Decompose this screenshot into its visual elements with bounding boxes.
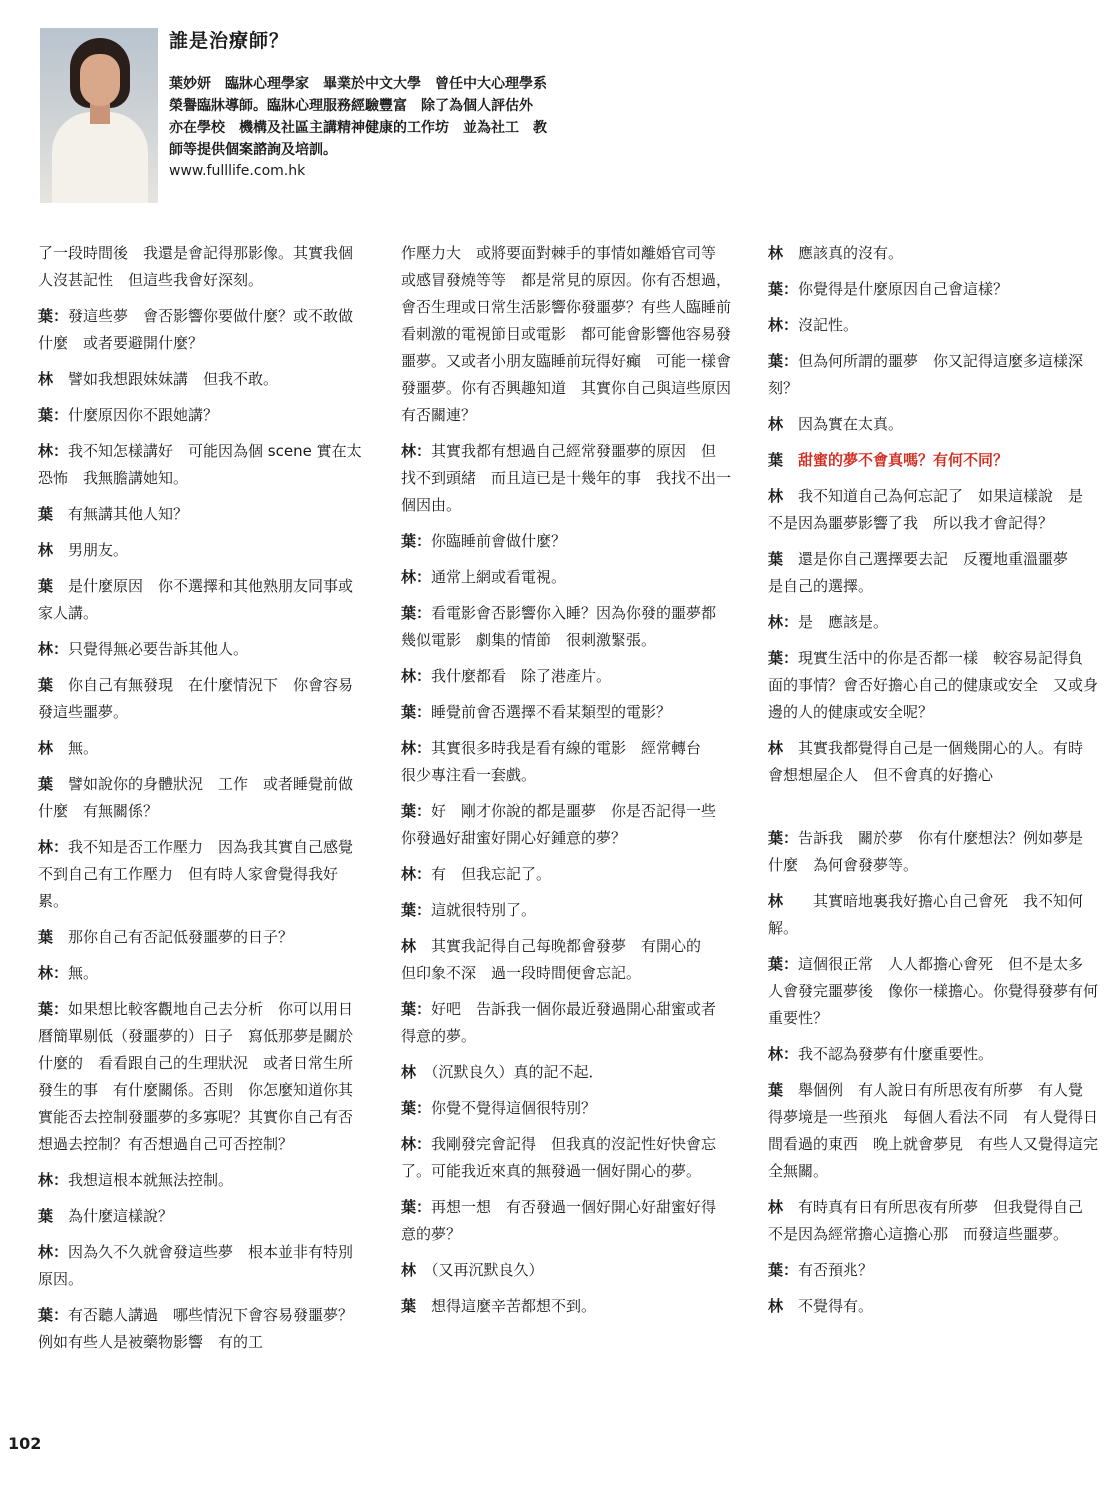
speaker-label: 葉 bbox=[768, 550, 784, 568]
dialogue-text: 你臨睡前會做什麼？ bbox=[431, 532, 567, 550]
dialogue-text: 你自己有無發現 在什麼情況下 你會容易發這些噩夢。 bbox=[38, 676, 354, 721]
dialogue-line bbox=[38, 1239, 364, 1293]
speaker-label: 葉 bbox=[38, 775, 54, 793]
dialogue-text: 我想這根本就無法控制。 bbox=[68, 1171, 234, 1189]
dialogue-line bbox=[401, 564, 731, 591]
speaker-label: 林： bbox=[38, 442, 69, 460]
dialogue-line bbox=[768, 483, 1098, 537]
speaker-label: 葉： bbox=[768, 352, 799, 370]
dialogue-line bbox=[38, 672, 364, 726]
speaker-label: 林： bbox=[38, 1243, 69, 1261]
text-column-3 bbox=[768, 240, 1098, 1329]
speaker-label: 葉： bbox=[401, 802, 432, 820]
speaker-label: 林 bbox=[768, 1198, 784, 1216]
speaker-label: 林 bbox=[768, 415, 784, 433]
therapist-photo bbox=[40, 28, 158, 203]
dialogue-line bbox=[768, 546, 1098, 600]
speaker-label: 葉： bbox=[768, 829, 799, 847]
dialogue-line bbox=[401, 798, 731, 852]
speaker-label: 葉： bbox=[401, 1000, 432, 1018]
dialogue-text: 我不知道自己為何忘記了 如果這樣說 是不是因為噩夢影響了我 所以我才會記得？ bbox=[768, 487, 1084, 532]
speaker-label: 葉： bbox=[401, 1099, 432, 1117]
dialogue-line bbox=[401, 699, 731, 726]
speaker-label: 葉： bbox=[401, 532, 432, 550]
dialogue-text: 其實暗地裏我好擔心自己會死 我不知何解。 bbox=[768, 892, 1084, 937]
dialogue-text: 我不認為發夢有什麼重要性。 bbox=[798, 1045, 994, 1063]
dialogue-text: 是 應該是。 bbox=[798, 613, 889, 631]
speaker-label: 葉： bbox=[38, 307, 69, 325]
dialogue-line bbox=[38, 1302, 364, 1356]
text-column-2 bbox=[401, 240, 731, 1329]
speaker-label: 葉： bbox=[768, 280, 799, 298]
speaker-label: 林 bbox=[768, 487, 784, 505]
dialogue-text: 其實我記得自己每晚都會發夢 有開心的 但印象不深 過一段時間便會忘記。 bbox=[401, 937, 717, 982]
speaker-label: 葉： bbox=[768, 649, 799, 667]
therapist-header bbox=[40, 26, 560, 206]
dialogue-line bbox=[768, 951, 1098, 1032]
website-link[interactable]: www.fulllife.com.hk bbox=[169, 163, 306, 179]
dialogue-line bbox=[38, 366, 364, 393]
speaker-label: 林： bbox=[38, 1171, 69, 1189]
dialogue-text: 是什麼原因 你不選擇和其他熟朋友同事或家人講。 bbox=[38, 577, 354, 622]
dialogue-text: 因為久不久就會發這些夢 根本並非有特別原因。 bbox=[38, 1243, 354, 1288]
dialogue-line bbox=[401, 663, 731, 690]
dialogue-text: 其實很多時我是看有線的電影 經常轉台 很少專注看一套戲。 bbox=[401, 739, 717, 784]
dialogue-text: 看電影會否影響你入睡？因為你發的噩夢都幾似電影 劇集的情節 很刺激緊張。 bbox=[401, 604, 717, 649]
dialogue-line bbox=[38, 240, 364, 294]
speaker-label: 葉： bbox=[38, 406, 69, 424]
dialogue-line bbox=[768, 1194, 1098, 1248]
dialogue-line bbox=[401, 933, 731, 987]
dialogue-text: 男朋友。 bbox=[53, 541, 129, 559]
speaker-label: 葉 bbox=[38, 676, 54, 694]
dialogue-text: 我不知是否工作壓力 因為我其實自己感覺不到自己有工作壓力 但有時人家會覺得我好累。 bbox=[38, 838, 354, 910]
dialogue-line bbox=[38, 537, 364, 564]
dialogue-line bbox=[38, 924, 364, 951]
dialogue-line bbox=[401, 600, 731, 654]
dialogue-text: 其實我都覺得自己是一個幾開心的人。有時會想想屋企人 但不會真的好擔心 bbox=[768, 739, 1084, 784]
dialogue-text: 這就很特別了。 bbox=[431, 901, 537, 919]
speaker-label: 林： bbox=[401, 568, 432, 586]
speaker-label: 葉： bbox=[401, 901, 432, 919]
speaker-label: 葉： bbox=[768, 955, 799, 973]
speaker-label: 林： bbox=[401, 442, 432, 460]
dialogue-text: 但為何所謂的噩夢 你又記得這麼多這樣深刻？ bbox=[768, 352, 1084, 397]
dialogue-line bbox=[38, 501, 364, 528]
speaker-label: 葉： bbox=[768, 1261, 799, 1279]
dialogue-line bbox=[401, 528, 731, 555]
speaker-label: 葉： bbox=[401, 1198, 432, 1216]
dialogue-text: 無。 bbox=[68, 964, 99, 982]
dialogue-line bbox=[768, 1293, 1098, 1320]
dialogue-line bbox=[38, 834, 364, 915]
dialogue-text: 其實我都有想過自己經常發噩夢的原因 但找不到頭緒 而且這已是十幾年的事 我找不出一個因由。 bbox=[401, 442, 732, 514]
speaker-label: 林 bbox=[38, 370, 54, 388]
dialogue-line bbox=[768, 1257, 1098, 1284]
speaker-label: 林： bbox=[401, 739, 432, 757]
dialogue-line bbox=[768, 348, 1098, 402]
dialogue-text: 睡覺前會否選擇不看某類型的電影？ bbox=[431, 703, 672, 721]
speaker-label: 葉 bbox=[38, 928, 54, 946]
dialogue-line bbox=[38, 996, 364, 1158]
speaker-label: 葉： bbox=[38, 1306, 69, 1324]
dialogue-text: 你覺不覺得這個很特別？ bbox=[431, 1099, 597, 1117]
speaker-label: 葉： bbox=[38, 1000, 69, 1018]
dialogue-text: 有時真有日有所思夜有所夢 但我覺得自己不是因為經常擔心這擔心那 而發這些噩夢。 bbox=[768, 1198, 1084, 1243]
dialogue-text: 那你自己有否記低發噩夢的日子？ bbox=[53, 928, 294, 946]
dialogue-line bbox=[401, 1257, 731, 1284]
dialogue-line bbox=[38, 1203, 364, 1230]
dialogue-text: 好 剛才你說的都是噩夢 你是否記得一些你發過好甜蜜好開心好鍾意的夢？ bbox=[401, 802, 717, 847]
speaker-label: 林： bbox=[38, 640, 69, 658]
speaker-label: 林 bbox=[768, 1297, 784, 1315]
dialogue-line bbox=[768, 825, 1098, 879]
speaker-label: 林 bbox=[38, 541, 54, 559]
dialogue-line bbox=[38, 303, 364, 357]
dialogue-text: 你覺得是什麼原因自己會這樣？ bbox=[798, 280, 1009, 298]
speaker-label: 葉 bbox=[38, 577, 54, 595]
speaker-label: 林 bbox=[401, 937, 417, 955]
dialogue-line bbox=[401, 897, 731, 924]
dialogue-line bbox=[768, 645, 1098, 726]
dialogue-line bbox=[768, 735, 1098, 789]
speaker-label: 林： bbox=[38, 838, 69, 856]
speaker-label: 林： bbox=[768, 316, 799, 334]
speaker-label: 林 bbox=[38, 739, 54, 757]
dialogue-line bbox=[38, 636, 364, 663]
dialogue-line bbox=[768, 888, 1098, 942]
dialogue-text: 了一段時間後 我還是會記得那影像。其實我個人沒甚記性 但這些我會好深刻。 bbox=[38, 244, 354, 289]
dialogue-text: 無。 bbox=[53, 739, 99, 757]
dialogue-line bbox=[401, 1095, 731, 1122]
dialogue-text: 想得這麼辛苦都想不到。 bbox=[416, 1297, 597, 1315]
speaker-label: 林： bbox=[768, 1045, 799, 1063]
dialogue-text: 為什麼這樣說？ bbox=[53, 1207, 174, 1225]
dialogue-text: 有否聽人講過 哪些情況下會容易發噩夢？例如有些人是被藥物影響 有的工 bbox=[38, 1306, 354, 1351]
speaker-label: 林： bbox=[401, 865, 432, 883]
dialogue-text: 發這些夢 會否影響你要做什麼？或不敢做什麼 或者要避開什麼？ bbox=[38, 307, 354, 352]
speaker-label: 葉： bbox=[401, 604, 432, 622]
dialogue-line bbox=[401, 996, 731, 1050]
speaker-label: 葉： bbox=[401, 703, 432, 721]
dialogue-text: 還是你自己選擇要去記 反覆地重溫噩夢 是自己的選擇。 bbox=[768, 550, 1084, 595]
speaker-label: 林： bbox=[401, 1135, 432, 1153]
dialogue-text: 譬如我想跟妹妹講 但我不敢。 bbox=[53, 370, 279, 388]
dialogue-text: 告訴我 關於夢 你有什麼想法？例如夢是什麼 為何會發夢等。 bbox=[768, 829, 1084, 874]
dialogue-text: 通常上網或看電視。 bbox=[431, 568, 567, 586]
speaker-label: 林 bbox=[768, 739, 784, 757]
speaker-label: 林： bbox=[768, 613, 799, 631]
dialogue-line bbox=[38, 573, 364, 627]
dialogue-text: 我什麼都看 除了港產片。 bbox=[431, 667, 612, 685]
dialogue-line bbox=[768, 312, 1098, 339]
dialogue-line bbox=[401, 1194, 731, 1248]
dialogue-text: 沒記性。 bbox=[798, 316, 859, 334]
dialogue-text: 譬如說你的身體狀況 工作 或者睡覺前做什麼 有無關係？ bbox=[38, 775, 354, 820]
dialogue-text: 如果想比較客觀地自己去分析 你可以用日曆簡單剔低（發噩夢的）日子 寫低那夢是關於什麼的 看看跟自己的生理狀況 或者日常生所發生的事 有什麼關係。否則 你怎麼知道你其實能否去控制發噩夢的多寡呢？其實你自己有否想過去控制？有否想過自己可否控制？ bbox=[38, 1000, 354, 1153]
text-column-1 bbox=[38, 240, 364, 1365]
dialogue-text: 甜蜜的夢不會真嗎？有何不同？ bbox=[783, 451, 1009, 469]
dialogue-line bbox=[401, 1293, 731, 1320]
dialogue-line bbox=[768, 1077, 1098, 1185]
dialogue-line bbox=[38, 1167, 364, 1194]
dialogue-text: 應該真的沒有。 bbox=[783, 244, 904, 262]
dialogue-text: 我剛發完會記得 但我真的沒記性好快會忘了。可能我近來真的無發過一個好開心的夢。 bbox=[401, 1135, 717, 1180]
dialogue-line bbox=[38, 960, 364, 987]
dialogue-line bbox=[768, 609, 1098, 636]
therapist-info bbox=[169, 26, 559, 181]
speaker-label: 葉 bbox=[768, 451, 784, 469]
dialogue-line bbox=[401, 438, 731, 519]
dialogue-text: 有否預兆？ bbox=[798, 1261, 874, 1279]
dialogue-text: 有 但我忘記了。 bbox=[431, 865, 552, 883]
dialogue-text: 只覺得無必要告訴其他人。 bbox=[68, 640, 249, 658]
dialogue-text: 作壓力大 或將要面對棘手的事情如離婚官司等 或感冒發燒等等 都是常見的原因。你有否想過，會否生理或日常生活影響你發噩夢？有些人臨睡前看刺激的電視節目或電影 都可能會影響他容易發噩夢。又或者小朋友臨睡前玩得好癲 可能一樣會發噩夢。你有否興趣知道 其實你自己與這些原因有否關連？ bbox=[401, 244, 732, 424]
dialogue-line bbox=[768, 411, 1098, 438]
therapist-bio: 葉妙妍 臨牀心理學家 畢業於中文大學 曾任中大心理學系榮譽臨牀導師。臨牀心理服務經驗豐富 除了為個人評估外 亦在學校 機構及社區主講精神健康的工作坊 並為社工 教師等提供個案諮詢及培訓。 bbox=[169, 76, 547, 158]
dialogue-line bbox=[38, 438, 364, 492]
dialogue-text: 因為實在太真。 bbox=[783, 415, 904, 433]
dialogue-text: （又再沉默良久） bbox=[416, 1261, 544, 1279]
speaker-label: 林： bbox=[401, 667, 432, 685]
dialogue-text: 我不知怎樣講好 可能因為個 scene 實在太恐怖 我無膽講她知。 bbox=[38, 442, 362, 487]
speaker-label: 林 bbox=[401, 1063, 417, 1081]
section-title: 誰是治療師？ bbox=[169, 30, 290, 52]
dialogue-text: 再想一想 有否發過一個好開心好甜蜜好得意的夢？ bbox=[401, 1198, 717, 1243]
dialogue-text: 什麼原因你不跟她講？ bbox=[68, 406, 219, 424]
speaker-label: 葉 bbox=[768, 1081, 784, 1099]
page-number: 102 bbox=[8, 1434, 42, 1453]
dialogue-text: 現實生活中的你是否都一樣 較容易記得負面的事情？會否好擔心自己的健康或安全 又或身邊的人的健康或安全呢？ bbox=[768, 649, 1099, 721]
speaker-label: 林 bbox=[768, 244, 784, 262]
dialogue-line bbox=[401, 861, 731, 888]
speaker-label: 葉 bbox=[401, 1297, 417, 1315]
dialogue-line bbox=[38, 402, 364, 429]
dialogue-line bbox=[401, 1131, 731, 1185]
dialogue-line bbox=[401, 240, 731, 429]
dialogue-line bbox=[768, 447, 1098, 474]
dialogue-line bbox=[401, 1059, 731, 1086]
dialogue-text: 有無講其他人知？ bbox=[53, 505, 189, 523]
dialogue-text: 這個很正常 人人都擔心會死 但不是太多人會發完噩夢後 像你一樣擔心。你覺得發夢有何重要性？ bbox=[768, 955, 1099, 1027]
speaker-label: 葉 bbox=[38, 505, 54, 523]
dialogue-text: 不覺得有。 bbox=[783, 1297, 874, 1315]
dialogue-line bbox=[38, 771, 364, 825]
dialogue-text: 好吧 告訴我一個你最近發過開心甜蜜或者得意的夢。 bbox=[401, 1000, 717, 1045]
dialogue-line bbox=[768, 276, 1098, 303]
dialogue-line bbox=[401, 735, 731, 789]
speaker-label: 林 bbox=[401, 1261, 417, 1279]
speaker-label: 林 bbox=[768, 892, 784, 910]
dialogue-line bbox=[768, 1041, 1098, 1068]
dialogue-line bbox=[768, 240, 1098, 267]
dialogue-line bbox=[38, 735, 364, 762]
dialogue-text: （沉默良久）真的記不起． bbox=[416, 1063, 604, 1081]
speaker-label: 林： bbox=[38, 964, 69, 982]
speaker-label: 葉 bbox=[38, 1207, 54, 1225]
dialogue-text: 舉個例 有人說日有所思夜有所夢 有人覺得夢境是一些預兆 每個人看法不同 有人覺得日間看過的東西 晚上就會夢見 有些人又覺得這完全無關。 bbox=[768, 1081, 1099, 1180]
